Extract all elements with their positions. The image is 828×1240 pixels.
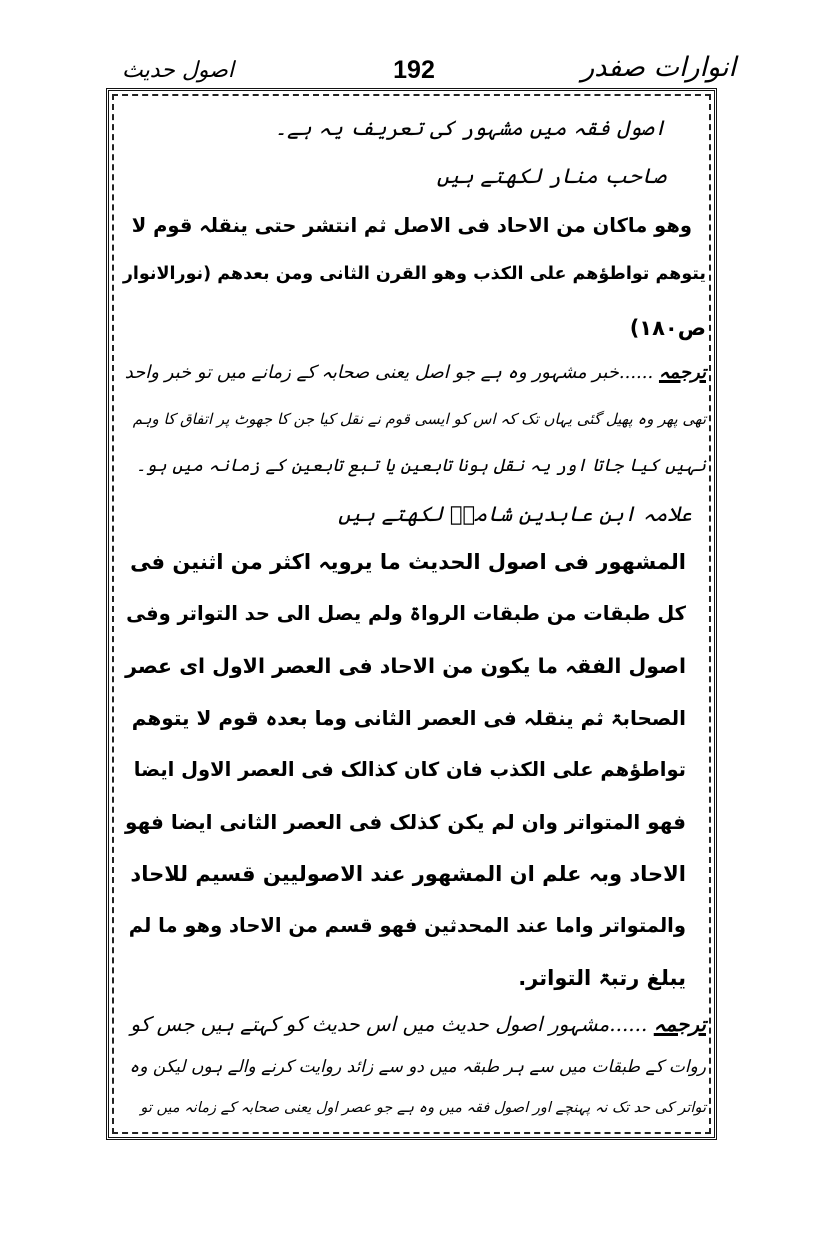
arabic-line: والمتواتر واما عند المحدثین فھو قسم من الاحاد وھو ما لم bbox=[128, 914, 686, 937]
text-line: علامہ ابن عابدین شامیؒ لکھتے ہیں bbox=[338, 502, 692, 526]
page-number: 192 bbox=[393, 56, 435, 84]
page-header bbox=[0, 0, 828, 92]
arabic-line: یبلغ رتبۃ التواتر. bbox=[518, 966, 686, 990]
arabic-line: ص۱۸۰) bbox=[629, 316, 706, 340]
arabic-line: اصول الفقہ ما یکون من الاحاد فی العصر الاول ای عصر bbox=[125, 654, 686, 678]
translation-line bbox=[125, 362, 706, 383]
arabic-line: وھو ماکان من الاحاد فی الاصل ثم انتشر حتی ینقلہ قوم لا bbox=[131, 214, 692, 237]
arabic-line: فھو المتواتر وان لم یکن کذلک فی العصر الثانی ایضا فھو bbox=[125, 810, 686, 834]
text-line: نہیں کیا جاتا اور یہ نقل ہونا تابعین یا تبع تابعین کے زمانہ میں ہو۔ bbox=[135, 456, 706, 476]
text-line: صاحب منار لکھتے ہیں bbox=[436, 164, 666, 188]
arabic-line: المشھور فی اصول الحدیث ما یرویہ اکثر من اثنین فی bbox=[130, 550, 686, 574]
arabic-line: کل طبقات من طبقات الرواۃ ولم یصل الی حد التواتر وفی bbox=[126, 602, 686, 625]
translation-text: ......خبر مشہور وہ ہے جو اصل یعنی صحابہ کے زمانے میں تو خبر واحد bbox=[124, 362, 654, 383]
text-line: روات کے طبقات میں سے ہر طبقہ میں دو سے زائد روایت کرنے والے ہوں لیکن وہ bbox=[129, 1057, 706, 1077]
text-line: تواتر کی حد تک نہ پہنچے اور اصول فقہ میں وہ ہے جو عصر اول یعنی صحابہ کے زمانہ میں تو bbox=[140, 1100, 706, 1116]
chapter-title: اصول حدیث bbox=[122, 58, 235, 83]
arabic-line: الاحاد وبہ علم ان المشھور عند الاصولیین قسیم للاحاد bbox=[130, 862, 686, 886]
translation-label: ترجمہ bbox=[658, 362, 706, 383]
arabic-line: یتوھم تواطؤھم علی الکذب وھو القرن الثانی ومن بعدھم (نورالانوار bbox=[122, 264, 706, 284]
book-title: انوارات صفدر bbox=[581, 52, 736, 83]
page-body bbox=[122, 100, 706, 1130]
translation-line bbox=[130, 1012, 706, 1036]
arabic-line: الصحابۃ ثم ینقلہ فی العصر الثانی وما بعدہ قوم لا یتوھم bbox=[131, 706, 686, 730]
translation-text: ......مشہور اصول حدیث میں اس حدیث کو کہتے ہیں جس کو bbox=[130, 1012, 648, 1036]
text-line: تھی پھر وہ پھیل گئی یہاں تک کہ اس کو ایسی قوم نے نقل کیا جن کا جھوٹ پر اتفاق کا وہم bbox=[132, 410, 706, 428]
translation-label: ترجمہ bbox=[653, 1012, 706, 1036]
text-line: اصول فقہ میں مشہور کی تعریف یہ ہے۔ bbox=[274, 116, 666, 140]
arabic-line: تواطؤھم علی الکذب فان کان کذالک فی العصر الاول ایضا bbox=[133, 758, 686, 781]
